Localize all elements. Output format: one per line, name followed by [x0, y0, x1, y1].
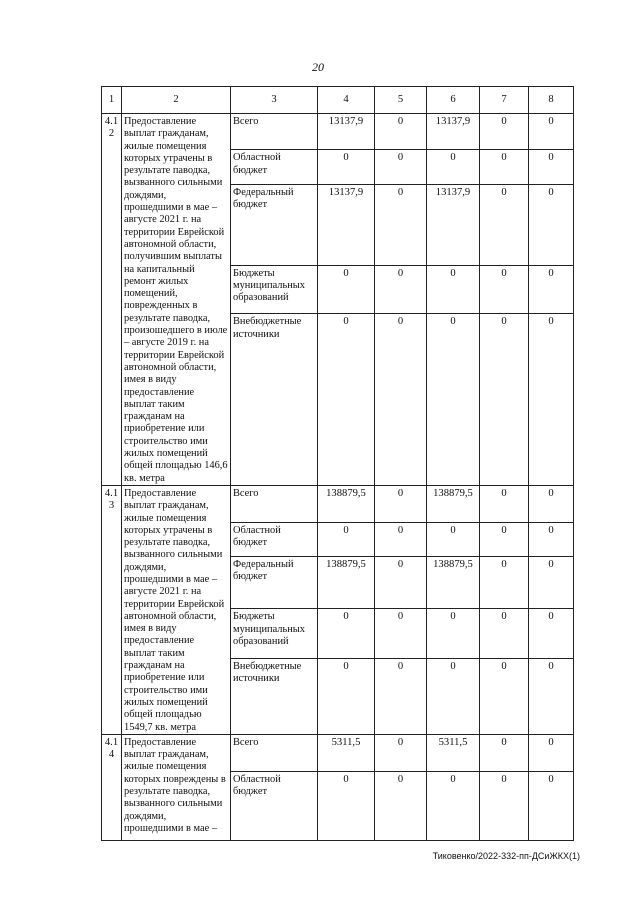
value-cell: 0 — [375, 522, 427, 556]
value-cell: 0 — [318, 150, 375, 184]
row-number: 4.12 — [102, 114, 122, 486]
value-cell: 0 — [529, 556, 574, 609]
value-cell: 138879,5 — [318, 485, 375, 522]
header-cell: 6 — [427, 87, 480, 114]
value-cell: 0 — [480, 184, 529, 265]
value-cell: 13137,9 — [427, 114, 480, 150]
value-cell: 0 — [480, 265, 529, 314]
row-description: Предоставление выплат гражданам, жилые помещения которых утрачены в результате паводка, вызванного сильными дождями, прошедшими в мае – августе 2021 г. на территории Еврейской автономной области, имея в виду предоставление выплат таким гражданам на приобретение или строительство ими жилых помещений общей площадью 1549,7 кв. метра — [122, 485, 231, 734]
value-cell: 13137,9 — [318, 184, 375, 265]
value-cell: 0 — [427, 658, 480, 734]
value-cell: 0 — [318, 522, 375, 556]
value-cell: 0 — [318, 771, 375, 840]
value-cell: 0 — [375, 150, 427, 184]
value-cell: 13137,9 — [427, 184, 480, 265]
value-cell: 5311,5 — [427, 734, 480, 771]
funding-source: Всего — [231, 734, 318, 771]
value-cell: 0 — [427, 150, 480, 184]
funding-source: Федеральный бюджет — [231, 556, 318, 609]
row-description: Предоставление выплат гражданам, жилые помещения которых повреждены в результате паводка, вызванного сильными дождями, прошедшими в мае – — [122, 734, 231, 840]
value-cell: 0 — [529, 485, 574, 522]
value-cell: 0 — [529, 609, 574, 659]
value-cell: 0 — [375, 609, 427, 659]
row-number: 4.14 — [102, 734, 122, 840]
header-cell: 4 — [318, 87, 375, 114]
value-cell: 0 — [480, 314, 529, 485]
value-cell: 0 — [529, 734, 574, 771]
value-cell: 0 — [529, 265, 574, 314]
funding-source: Всего — [231, 114, 318, 150]
value-cell: 0 — [480, 150, 529, 184]
value-cell: 0 — [427, 314, 480, 485]
value-cell: 0 — [480, 771, 529, 840]
page-number: 20 — [312, 60, 324, 74]
value-cell: 0 — [375, 771, 427, 840]
value-cell: 0 — [480, 556, 529, 609]
value-cell: 0 — [480, 734, 529, 771]
value-cell: 0 — [318, 658, 375, 734]
value-cell: 138879,5 — [427, 485, 480, 522]
funding-source: Федеральный бюджет — [231, 184, 318, 265]
funding-source: Всего — [231, 485, 318, 522]
value-cell: 0 — [375, 114, 427, 150]
value-cell: 0 — [480, 114, 529, 150]
funding-source: Бюджеты муниципальных образований — [231, 265, 318, 314]
table-header-row — [102, 87, 574, 114]
value-cell: 5311,5 — [318, 734, 375, 771]
value-cell: 0 — [480, 609, 529, 659]
value-cell: 138879,5 — [318, 556, 375, 609]
funding-source: Областной бюджет — [231, 522, 318, 556]
value-cell: 0 — [375, 485, 427, 522]
value-cell: 0 — [529, 658, 574, 734]
value-cell: 0 — [375, 184, 427, 265]
table-row — [102, 114, 574, 150]
funding-source: Бюджеты муниципальных образований — [231, 609, 318, 659]
header-cell: 7 — [480, 87, 529, 114]
value-cell: 0 — [529, 522, 574, 556]
value-cell: 0 — [427, 771, 480, 840]
value-cell: 0 — [427, 609, 480, 659]
value-cell: 13137,9 — [318, 114, 375, 150]
value-cell: 0 — [529, 150, 574, 184]
funding-source: Внебюджетные источники — [231, 658, 318, 734]
table-row — [102, 485, 574, 522]
budget-table — [101, 86, 574, 841]
header-cell: 1 — [102, 87, 122, 114]
value-cell: 0 — [375, 658, 427, 734]
value-cell: 0 — [480, 658, 529, 734]
funding-source: Областной бюджет — [231, 150, 318, 184]
value-cell: 0 — [375, 265, 427, 314]
value-cell: 0 — [427, 265, 480, 314]
header-cell: 3 — [231, 87, 318, 114]
document-footer: Тиковенко/2022-332-пп-ДСиЖКХ(1) — [432, 851, 580, 861]
value-cell: 0 — [318, 265, 375, 314]
value-cell: 0 — [375, 734, 427, 771]
value-cell: 0 — [318, 609, 375, 659]
value-cell: 0 — [427, 522, 480, 556]
funding-source: Областной бюджет — [231, 771, 318, 840]
row-description: Предоставление выплат гражданам, жилые помещения которых утрачены в результате паводка, вызванного сильными дождями, прошедшими в мае – августе 2021 г. на территории Еврейской автономной области, получившим выплаты на капитальный ремонт жилых помещений, поврежденных в результате паводка, произошедшего в июле – августе 2019 г. на территории Еврейской автономной области, имея в виду предоставление выплат таким гражданам на приобретение или строительство ими жилых помещений общей площадью 146,6 кв. метра — [122, 114, 231, 486]
value-cell: 0 — [318, 314, 375, 485]
value-cell: 138879,5 — [427, 556, 480, 609]
value-cell: 0 — [529, 184, 574, 265]
funding-source: Внебюджетные источники — [231, 314, 318, 485]
value-cell: 0 — [529, 771, 574, 840]
value-cell: 0 — [375, 556, 427, 609]
table-row — [102, 734, 574, 771]
header-cell: 8 — [529, 87, 574, 114]
value-cell: 0 — [480, 522, 529, 556]
header-cell: 5 — [375, 87, 427, 114]
value-cell: 0 — [375, 314, 427, 485]
value-cell: 0 — [480, 485, 529, 522]
header-cell: 2 — [122, 87, 231, 114]
row-number: 4.13 — [102, 485, 122, 734]
value-cell: 0 — [529, 314, 574, 485]
value-cell: 0 — [529, 114, 574, 150]
